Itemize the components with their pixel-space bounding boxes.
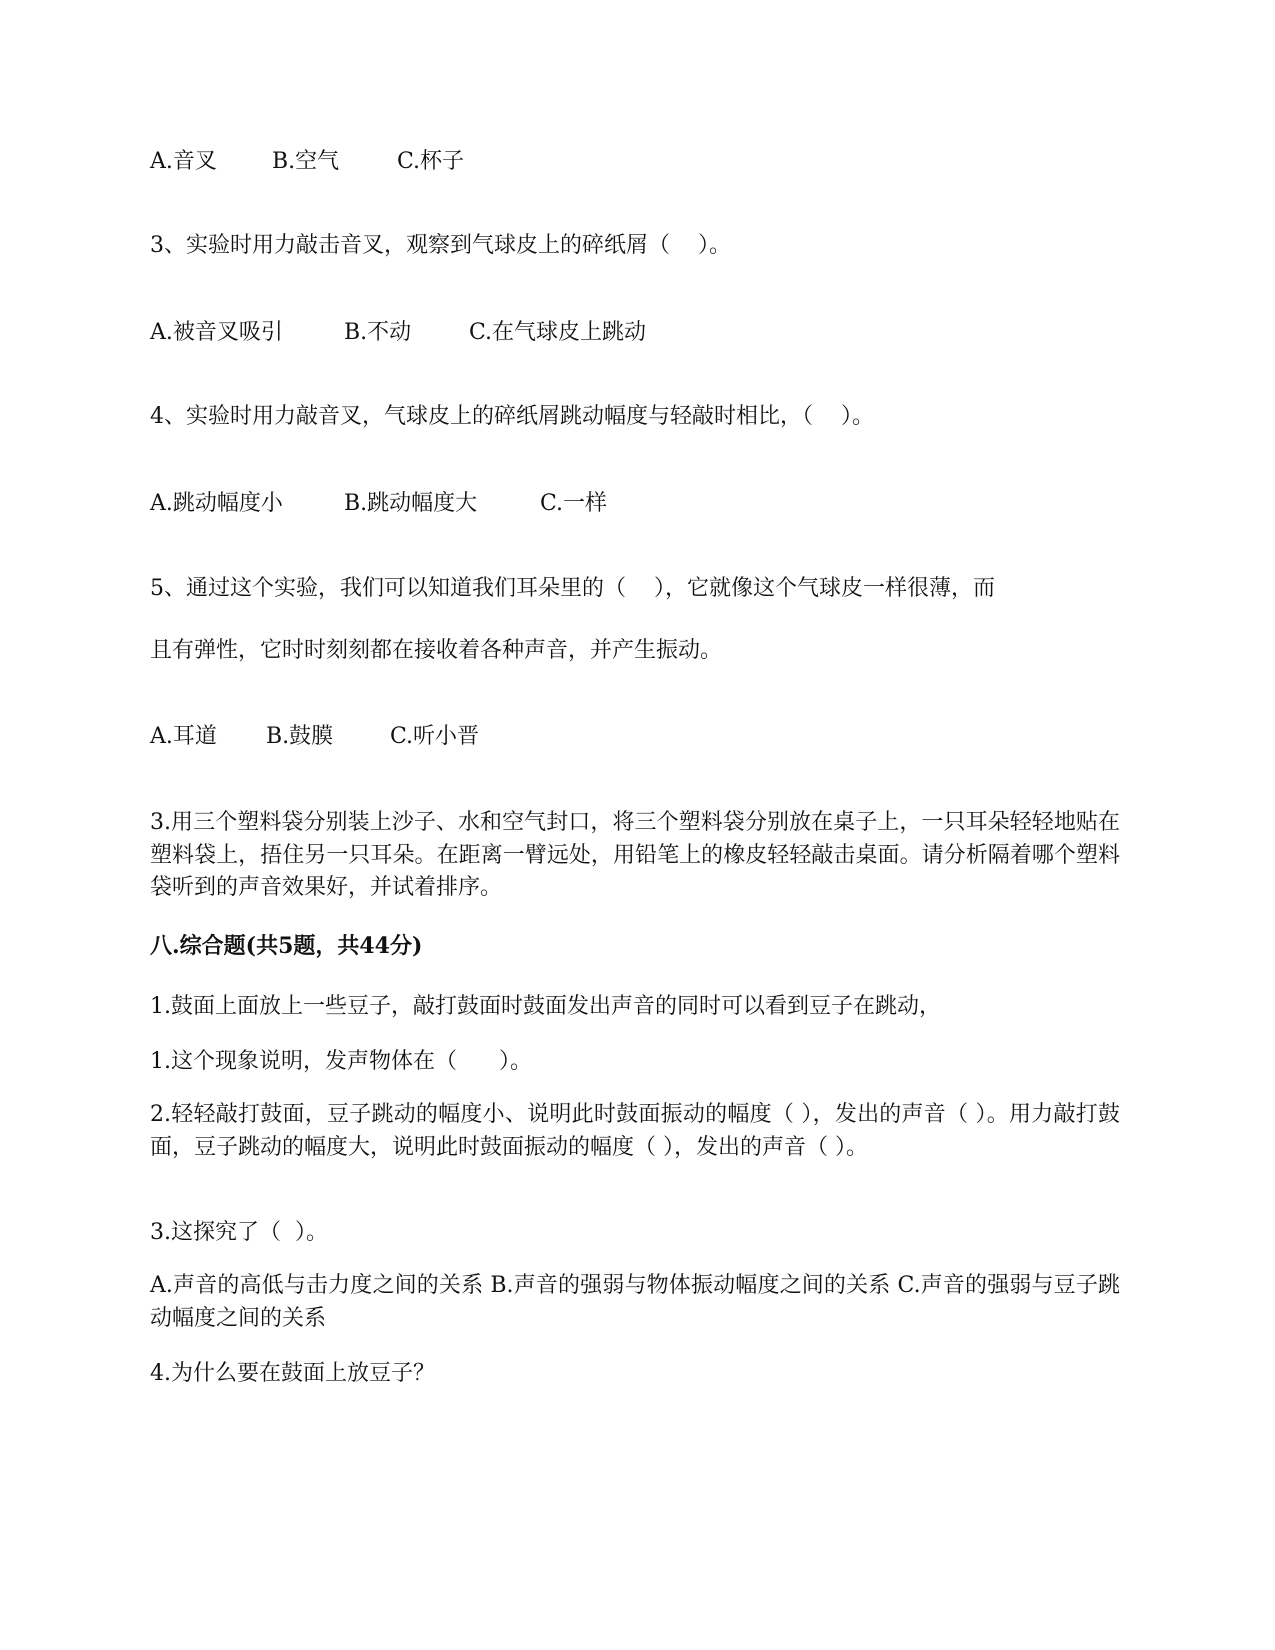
comprehensive-q1-intro: 1.鼓面上面放上一些豆子，敲打鼓面时鼓面发出声音的同时可以看到豆子在跳动， <box>150 994 941 1019</box>
q4-option-b: B.跳动幅度大 <box>344 491 478 516</box>
comprehensive-sub4: 4.为什么要在鼓面上放豆子？ <box>150 1361 435 1386</box>
q5-stem-line2: 且有弹性，它时时刻刻都在接收着各种声音，并产生振动。 <box>150 638 723 663</box>
q4-stem: 4、实验时用力敲音叉，气球皮上的碎纸屑跳动幅度与轻敲时相比，（ ）。 <box>150 404 874 429</box>
q5-option-a: A.耳道 <box>150 724 217 749</box>
q5-option-b: B.鼓膜 <box>266 724 334 749</box>
experiment-question: 3.用三个塑料袋分别装上沙子、水和空气封口，将三个塑料袋分别放在桌子上，一只耳朵轻轻地贴在塑料袋上，捂住另一只耳朵。在距离一臂远处，用铅笔上的橡皮轻轻敲击桌面。请分析隔着哪个塑料袋听到的声音效果好，并试着排序。 <box>150 810 1120 900</box>
q2-option-a: A.音叉 <box>150 149 217 174</box>
q5-stem-line1: 5、通过这个实验，我们可以知道我们耳朵里的（ ），它就像这个气球皮一样很薄，而 <box>150 576 995 601</box>
comprehensive-sub3: 3.这探究了（ ）。 <box>150 1220 328 1245</box>
q3-option-b: B.不动 <box>344 320 412 345</box>
comprehensive-sub2: 2.轻轻敲打鼓面，豆子跳动的幅度小、说明此时鼓面振动的幅度（ ），发出的声音（ ）。用力敲打鼓面，豆子跳动的幅度大，说明此时鼓面振动的幅度（ ），发出的声音（ ）。 <box>150 1102 1120 1160</box>
comprehensive-sub1: 1.这个现象说明，发声物体在（ ）。 <box>150 1049 532 1074</box>
q5-option-c: C.听小晋 <box>390 724 480 749</box>
q3-option-c: C.在气球皮上跳动 <box>469 320 647 345</box>
comprehensive-sub3-options: A.声音的高低与击力度之间的关系 B.声音的强弱与物体振动幅度之间的关系 C.声音的强弱与豆子跳动幅度之间的关系 <box>150 1273 1120 1331</box>
section-heading: 八.综合题(共5题，共44分) <box>150 933 423 959</box>
q4-option-a: A.跳动幅度小 <box>150 491 283 516</box>
q2-option-b: B.空气 <box>272 149 340 174</box>
q3-option-a: A.被音叉吸引 <box>150 320 283 345</box>
q3-stem: 3、实验时用力敲击音叉，观察到气球皮上的碎纸屑（ ）。 <box>150 233 731 258</box>
q2-option-c: C.杯子 <box>397 149 465 174</box>
q4-option-c: C.一样 <box>540 491 608 516</box>
